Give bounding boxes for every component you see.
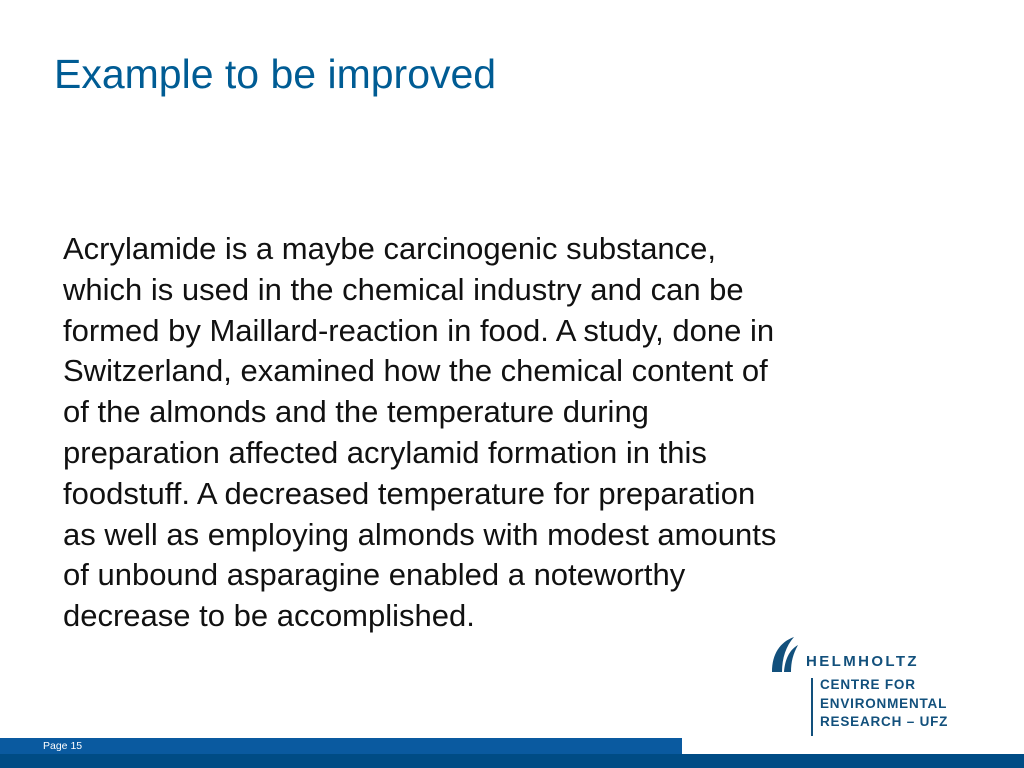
helmholtz-logo [770,634,970,744]
body-line: Switzerland, examined how the chemical content of [63,353,768,389]
body-line: preparation affected acrylamid formation in this [63,434,707,470]
slide-title: Example to be improved [54,51,497,97]
logo-subtitle-line: CENTRE FOR [820,677,916,692]
footer-bar [0,738,682,754]
body-line: decrease to be accomplished. [63,598,475,634]
logo-subtitle-line: ENVIRONMENTAL [820,695,948,711]
body-line: foodstuff. A decreased temperature for preparation [63,475,756,511]
helmholtz-wave-icon [770,634,800,674]
body-line: Acrylamide is a maybe carcinogenic substance, [63,231,717,266]
page-number: Page 15 [43,740,83,752]
body-line: formed by Maillard-reaction in food. A study, done in [63,312,775,348]
body-line: as well as employing almonds with modest amounts [63,516,777,552]
body-paragraph [63,229,883,637]
logo-subtitle [820,676,948,732]
body-line: of the almonds and the temperature during [63,394,649,430]
body-line: of unbound asparagine enabled a noteworthy [63,557,686,593]
logo-brand: HELMHOLTZ [806,653,919,670]
logo-divider [811,678,813,736]
body-line: which is used in the chemical industry and can be [63,271,744,307]
logo-subtitle-line: RESEARCH – UFZ [820,714,949,729]
footer-strip [0,754,1024,768]
